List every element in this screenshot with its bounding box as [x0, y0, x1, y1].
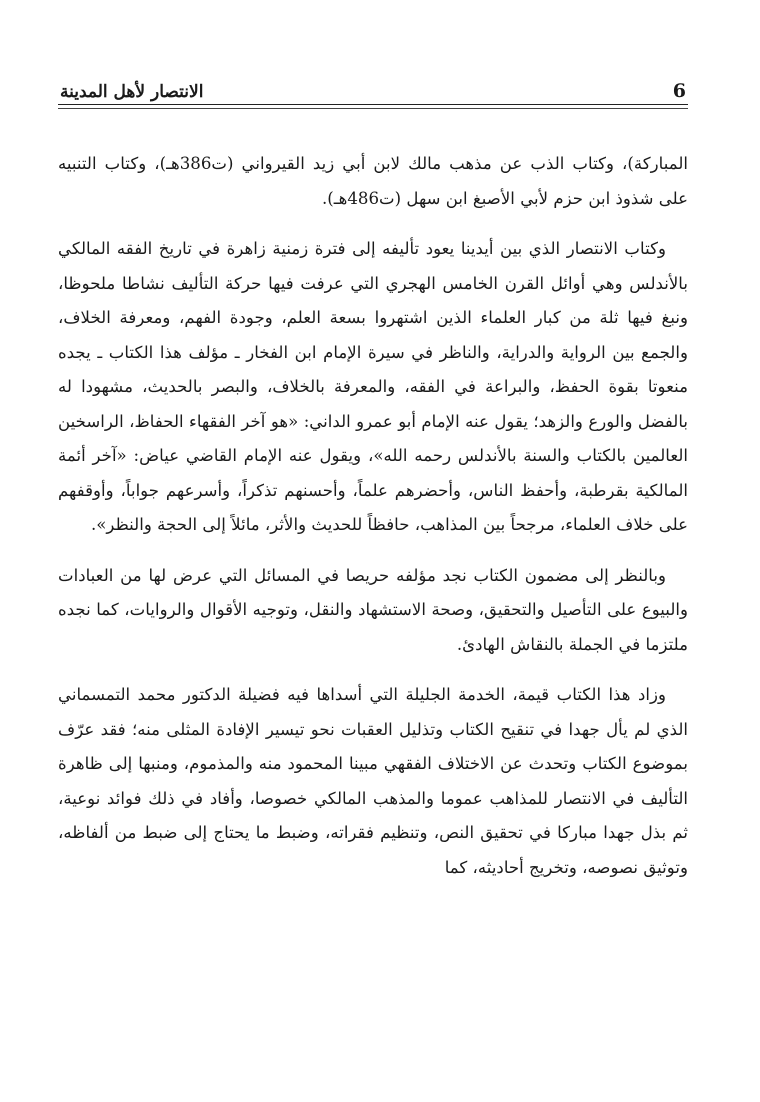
paragraph-continuation: المباركة)، وكتاب الذب عن مذهب مالك لابن أبي زيد القيرواني (ت386هـ)، وكتاب التنبيه على شذوذ ابن حزم لأبي الأصبغ ابن سهل (ت486هـ). [58, 154, 688, 208]
body-text [58, 147, 688, 901]
running-header [60, 80, 686, 110]
header-rule [58, 104, 688, 105]
header-rule-thin [58, 108, 688, 109]
paragraph: وزاد هذا الكتاب قيمة، الخدمة الجليلة التي أسداها فيه فضيلة الدكتور محمد التمسماني الذي لم يأل جهدا في تنقيح الكتاب وتذليل العقبات نحو تيسير الإفادة المثلى منه؛ فقد عرّف بموضوع الكتاب وتحدث عن الاختلاف الفقهي مبينا المحمود منه والمذموم، ومنبها إلى ظاهرة التأليف في الانتصار للمذاهب عموما والمذهب المالكي خصوصا، وأفاد في ذلك فوائد نوعية، ثم بذل جهدا مباركا في تحقيق النص، وتنظيم فقراته، وضبط ما يحتاج إلى ضبط من ألفاظه، وتوثيق نصوصه، وتخريج أحاديثه، كما [58, 685, 688, 877]
paragraph: وكتاب الانتصار الذي بين أيدينا يعود تأليفه إلى فترة زمنية زاهرة في تاريخ الفقه المالكي بالأندلس وهي أوائل القرن الخامس الهجري التي عرفت فيها حركة التأليف نشاطا ملحوظا، ونبغ فيها ثلة من كبار العلماء الذين اشتهروا بسعة العلم، وجودة الفهم، ومعرفة الخلاف، والجمع بين الرواية والدراية، والناظر في سيرة الإمام ابن الفخار ـ مؤلف هذا الكتاب ـ يجده منعوتا بقوة الحفظ، والبراعة في الفقه، والمعرفة بالخلاف، والبصر بالحديث، مشهودا له بالفضل والورع والزهد؛ يقول عنه الإمام أبو عمرو الداني: «هو آخر الفقهاء الحفاظ، الراسخين العالمين بالكتاب والسنة بالأندلس رحمه الله»، ويقول عنه الإمام القاضي عياض: «آخر أئمة المالكية بقرطبة، وأحفظ الناس، وأحضرهم علماً، وأحسنهم تذكراً، وأسرعهم جواباً، وأوقفهم على خلاف العلماء، مرجحاً بين المذاهب، حافظاً للحديث والأثر، مائلاً إلى الحجة والنظر». [58, 239, 688, 534]
running-title: الانتصار لأهل المدينة [60, 82, 204, 102]
page-number: 6 [672, 80, 686, 102]
paragraph: وبالنظر إلى مضمون الكتاب نجد مؤلفه حريصا في المسائل التي عرض لها من العبادات والبيوع على التأصيل والتحقيق، وصحة الاستشهاد والنقل، وتوجيه الأقوال والروايات، كما نجده ملتزما في الجملة بالنقاش الهادئ. [58, 565, 688, 654]
